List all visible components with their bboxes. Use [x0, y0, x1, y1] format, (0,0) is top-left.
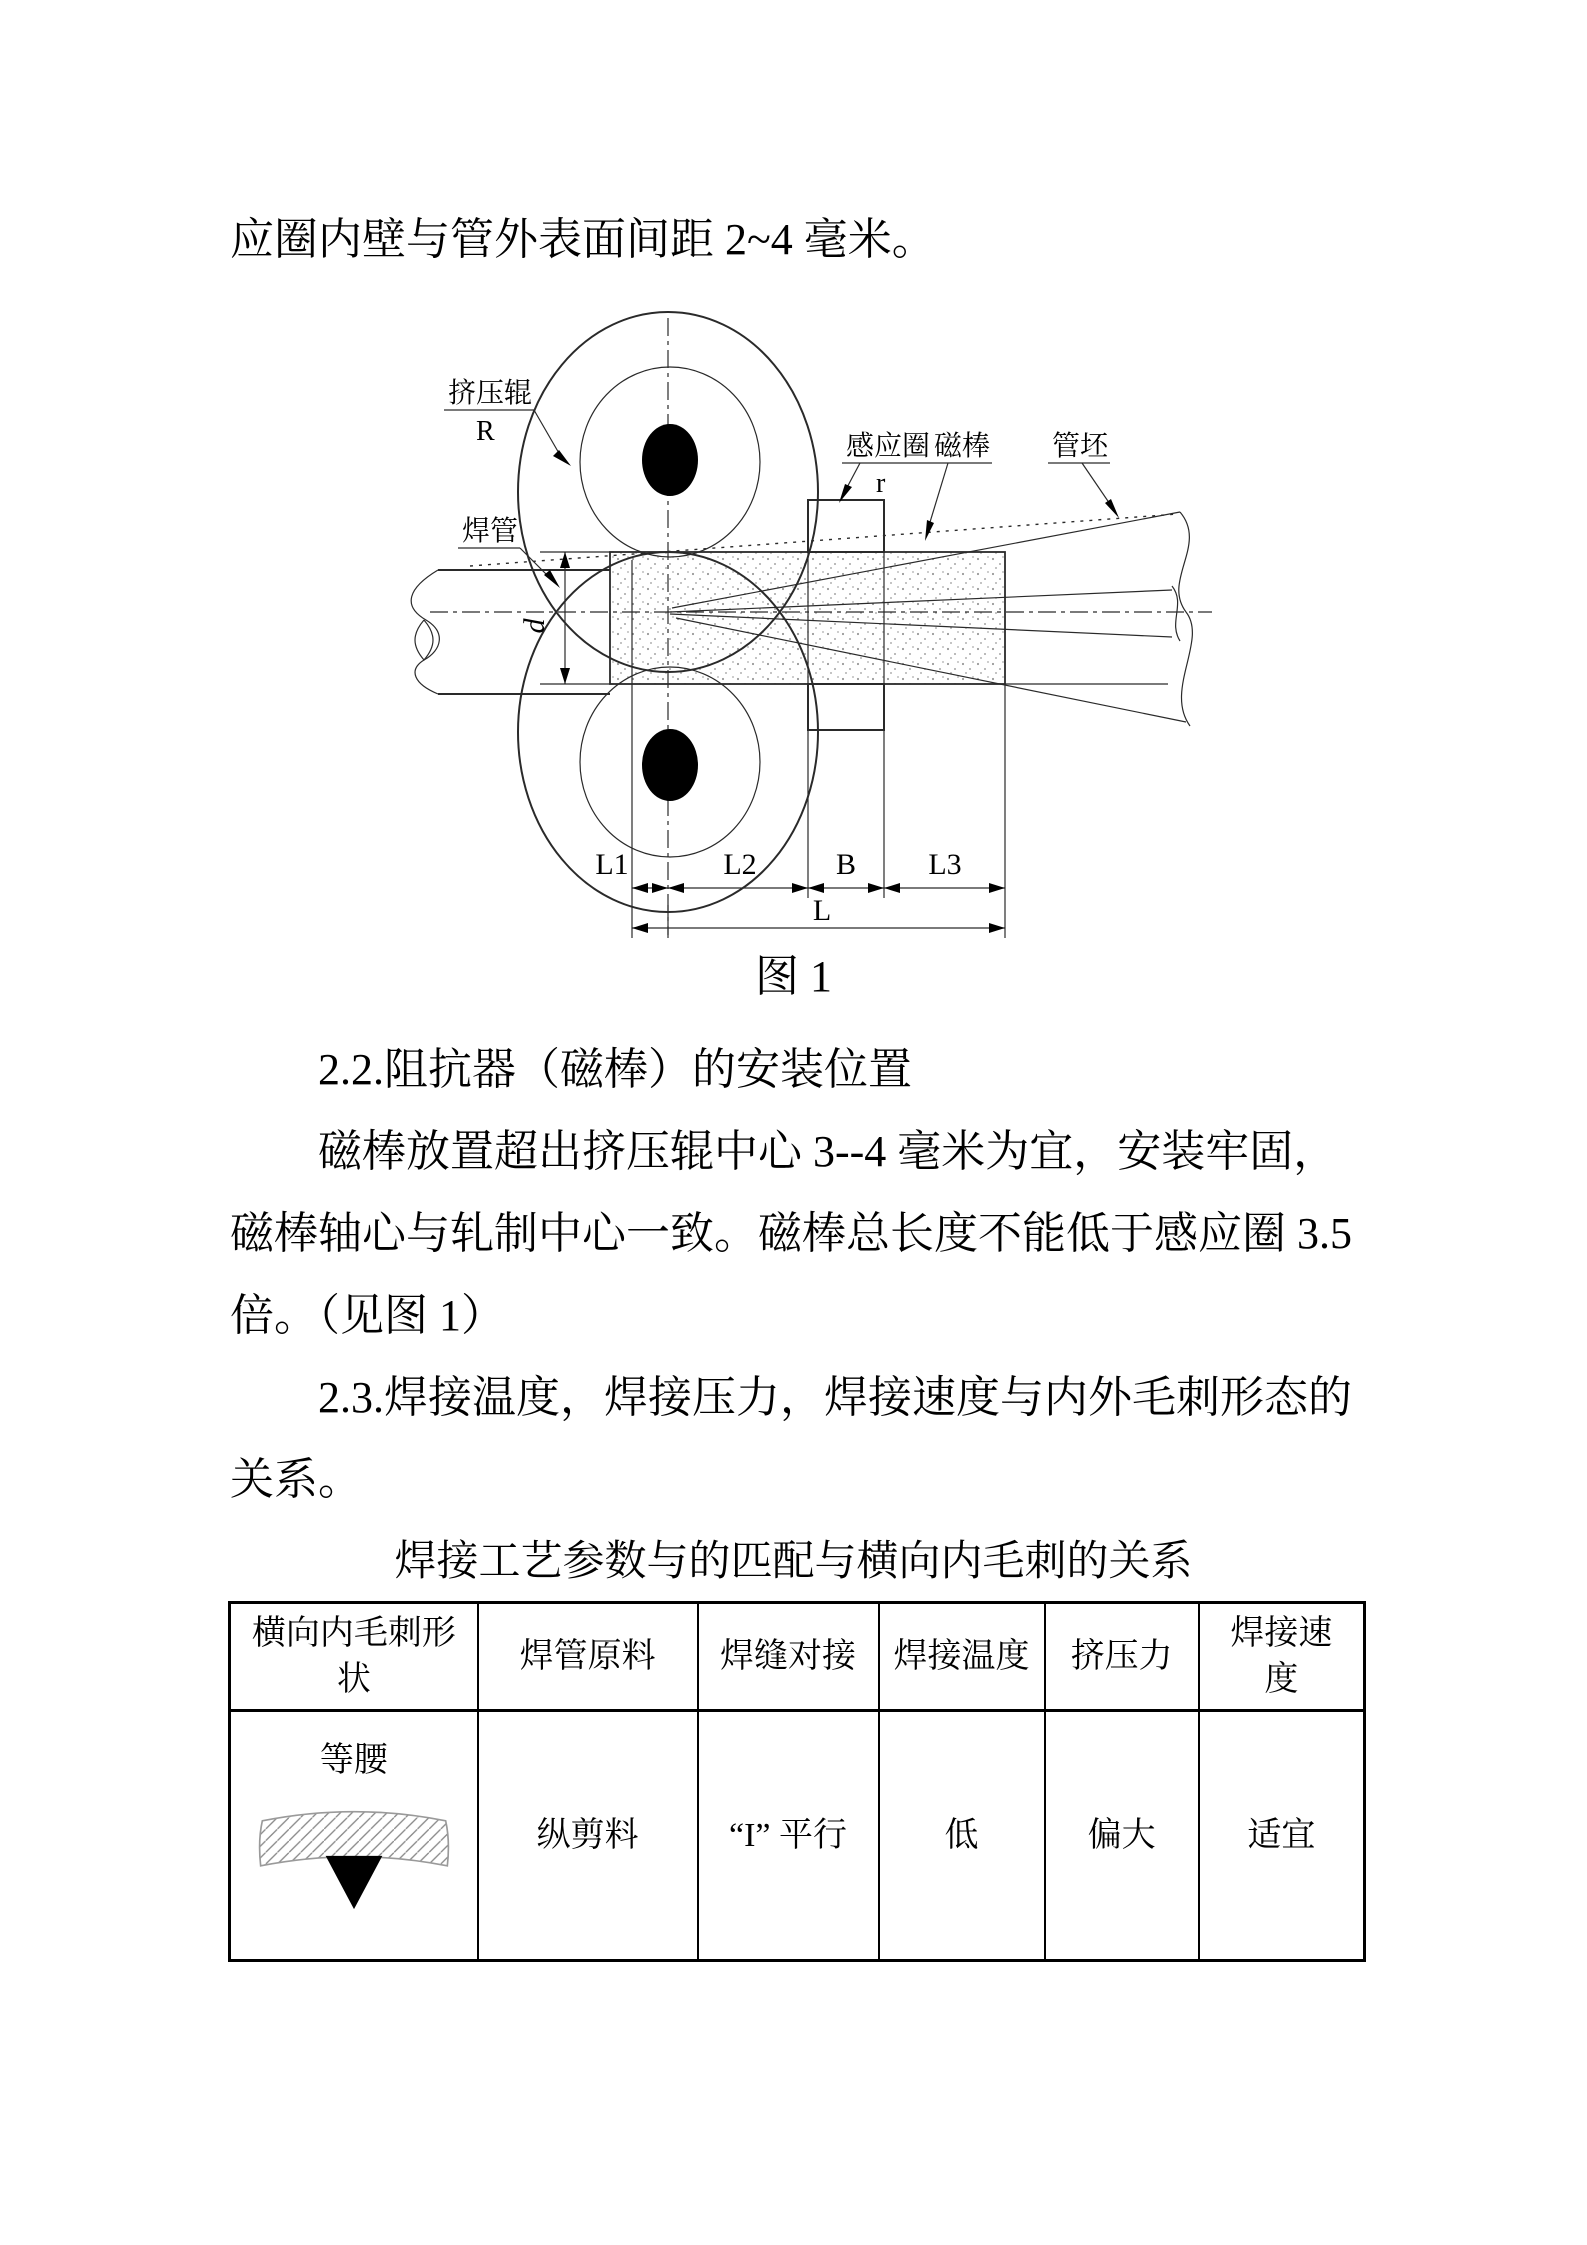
top-roller-hub: [642, 424, 698, 496]
burr-shape-drawing: [254, 1794, 454, 1929]
header-weld-speed: 焊接速度: [1230, 1614, 1333, 1698]
figure-1-diagram: [390, 300, 1230, 950]
cell-burr-shape: [231, 1712, 479, 1959]
burr-triangle: [325, 1856, 382, 1909]
welded-pipe-label: 焊管: [462, 516, 519, 547]
heading-2-3-cont: 关系。: [230, 1455, 362, 1504]
para-2-2-line-3: 倍。（见图 1）: [230, 1291, 505, 1340]
induction-coil-r-label: r: [876, 468, 886, 499]
dim-d-label: d: [518, 618, 551, 634]
header-weld-temp: 焊接温度: [880, 1604, 1046, 1709]
coil-top-box: [808, 500, 884, 552]
cell-pipe-material: 纵剪料: [479, 1712, 699, 1959]
pipe-break-curve-left: [411, 570, 439, 694]
dim-l3-label: L3: [928, 848, 962, 881]
intro-line: 应圈内壁与管外表面间距 2~4 毫米。: [230, 215, 936, 264]
header-burr-shape: 横向内毛刺形状: [231, 1604, 479, 1709]
table-title: 焊接工艺参数与的匹配与横向内毛刺的关系: [394, 1539, 1193, 1585]
squeeze-roller-r-label: R: [476, 416, 495, 447]
para-2-2-line-1: 磁棒放置超出挤压辊中心 3--4 毫米为宜，安装牢固，: [318, 1127, 1338, 1176]
cell-weld-temp: 低: [880, 1712, 1046, 1959]
table-row: [231, 1712, 1363, 1959]
cell-squeeze-force: 偏大: [1046, 1712, 1200, 1959]
coil-bottom-box: [808, 684, 884, 730]
cell-weld-speed: 适宜: [1247, 1816, 1316, 1854]
heading-2-2: 2.2.阻抗器（磁棒）的安装位置: [318, 1045, 912, 1094]
magnet-bar-label: 磁棒: [934, 431, 991, 462]
pipe-break-lens: [415, 620, 433, 660]
dim-l-label: L: [812, 894, 832, 927]
header-seam-butt: 焊缝对接: [699, 1604, 880, 1709]
cell-seam-butt: “I” 平行: [699, 1712, 880, 1959]
induction-coil-label: 感应圈: [846, 431, 931, 462]
dim-l2-label: L2: [723, 848, 757, 881]
squeeze-roller-label: 挤压辊: [448, 378, 533, 409]
dim-l1-label: L1: [595, 848, 629, 881]
para-2-2-line-2: 磁棒轴心与轧制中心一致。磁棒总长度不能低于感应圈 3.5: [230, 1209, 1352, 1258]
blank-break-curve-right: [1179, 512, 1193, 726]
header-squeeze-force: 挤压力: [1046, 1604, 1200, 1709]
tube-blank-label: 管坯: [1052, 431, 1109, 462]
heading-2-3: 2.3.焊接温度，焊接压力，焊接速度与内外毛刺形态的: [318, 1373, 1352, 1422]
table-header-row: [231, 1604, 1363, 1712]
dim-b-label: B: [835, 848, 857, 881]
figure-caption: 图 1: [755, 952, 832, 1001]
burr-shape-label: 等腰: [319, 1742, 388, 1779]
weld-parameter-table: [228, 1601, 1366, 1962]
bottom-roller-hub: [642, 729, 698, 801]
header-pipe-material: 焊管原料: [479, 1604, 699, 1709]
